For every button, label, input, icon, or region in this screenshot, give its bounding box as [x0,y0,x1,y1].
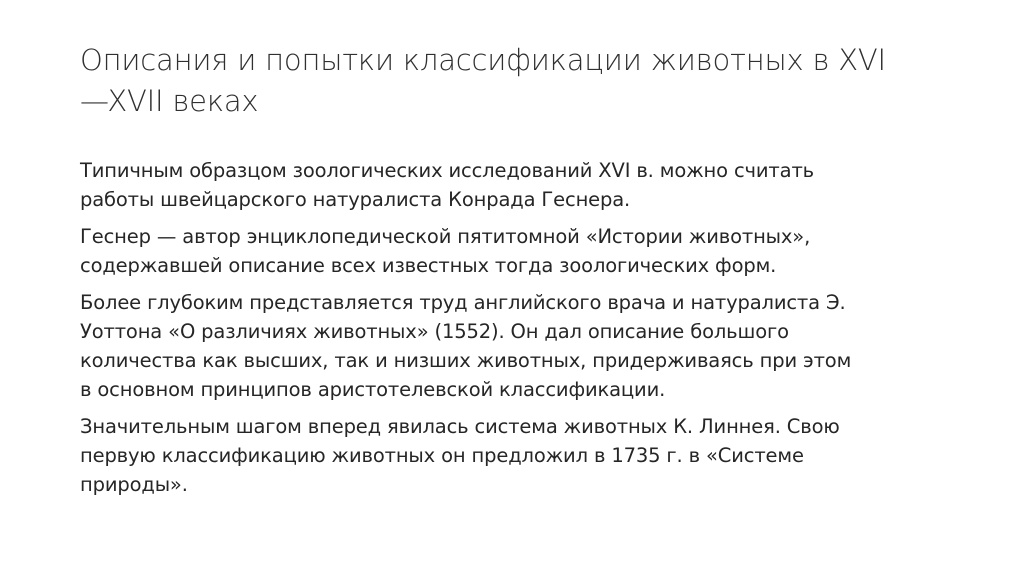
text-line: в основном принципов аристотелевской классификации. [80,378,666,401]
text-line: работы швейцарского натуралиста Конрада Геснера. [80,188,631,211]
text-line: Более глубоким представляется труд английского врача и натуралиста Э. [80,291,846,314]
paragraph-linnaeus [80,412,960,499]
paragraph-wotton [80,288,960,404]
text-line: количества как высших, так и низших животных, придерживаясь при этом [80,349,852,372]
text-line: первую классификацию животных он предложил в 1735 г. в «Системе [80,444,804,467]
paragraph-gesner-history [80,222,960,280]
text-line: природы». [80,473,188,496]
text-line: содержавшей описание всех известных тогда зоологических форм. [80,254,777,277]
text-line: Уоттона «О различиях животных» (1552). Он дал описание большого [80,320,789,343]
paragraph-gesner-intro [80,156,960,214]
slide-title-line-2: —XVII веках [80,84,259,118]
text-line: Типичным образцом зоологических исследований XVI в. можно считать [80,159,814,182]
slide-title-line-1: Описания и попытки классификации животных в XVI [80,43,886,77]
slide-body [80,156,960,507]
text-line: Геснер — автор энциклопедической пятитомной «Истории животных», [80,225,811,248]
slide-title [80,40,960,122]
text-line: Значительным шагом вперед явилась система животных К. Линнея. Свою [80,415,840,438]
